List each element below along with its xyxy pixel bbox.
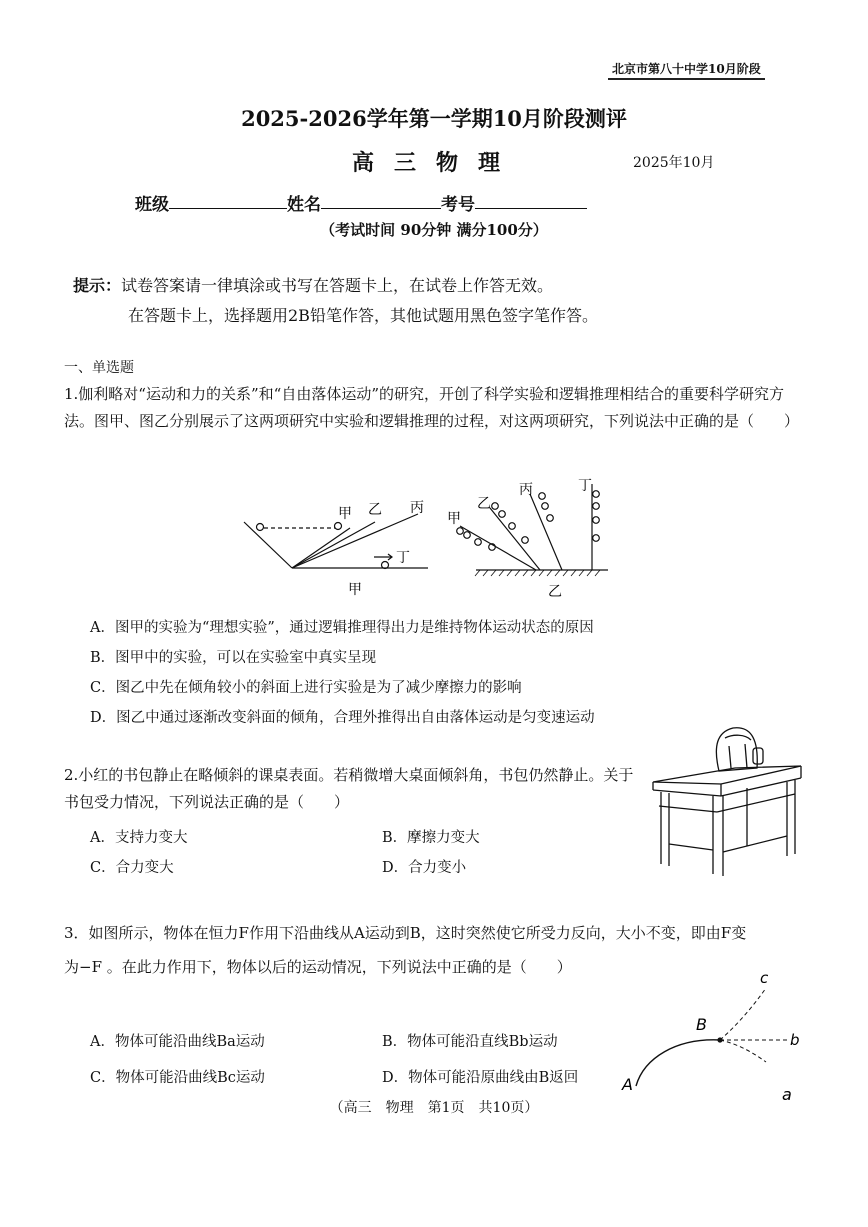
right-caption: 乙: [548, 584, 562, 600]
left-label-jia: 甲: [338, 506, 352, 522]
q2-option-c[interactable]: C．合力变大: [90, 860, 174, 876]
right-label-bing: 丙: [519, 482, 533, 498]
left-label-yi: 乙: [368, 502, 382, 518]
q1-figure: [240, 478, 610, 606]
notice: [73, 271, 598, 331]
q3-option-b[interactable]: B．物体可能沿直线Bb运动: [382, 1034, 558, 1050]
point-b-label: B: [696, 1015, 707, 1034]
name-field[interactable]: [321, 190, 441, 209]
notice-line-1: 试卷答案请一律填涂或书写在答题卡上，在试卷上作答无效。: [121, 276, 554, 295]
name-label: 姓名: [287, 195, 321, 215]
right-label-ding: 丁: [578, 478, 592, 494]
q3-option-d[interactable]: D．物体可能沿原曲线由B返回: [382, 1070, 579, 1086]
student-info-fields: [135, 190, 587, 215]
q3-option-a[interactable]: A．物体可能沿曲线Ba运动: [90, 1034, 265, 1050]
left-caption: 甲: [348, 582, 362, 598]
q1-option-d[interactable]: D．图乙中通过逐渐改变斜面的倾角，合理外推得出自由落体运动是匀变速运动: [90, 710, 595, 726]
q3-curve-figure: [612, 960, 812, 1110]
q1-option-a[interactable]: A．图甲的实验为“理想实验”，通过逻辑推理得出力是维持物体运动状态的原因: [90, 620, 594, 636]
path-a-label: a: [782, 1085, 792, 1104]
q2-option-a[interactable]: A．支持力变大: [90, 830, 188, 846]
exam-info: （考试时间 90分钟 满分100分）: [320, 221, 548, 239]
question-3-line-2: 为−F 。在此力作用下，物体以后的运动情况，下列说法中正确的是（ ）: [64, 958, 572, 976]
path-b-label: b: [790, 1031, 800, 1049]
exam-date: 2025年10月: [633, 155, 715, 171]
question-2-text: 2.小红的书包静止在略倾斜的课桌表面。若稍微增大桌面倾斜角，书包仍然静止。关于书包受力情况，下列说法正确的是（ ）: [64, 766, 634, 811]
subject-title: 高三物理: [352, 150, 521, 176]
q2-option-b[interactable]: B．摩擦力变大: [382, 830, 480, 846]
class-field[interactable]: [169, 190, 287, 209]
q1-option-b[interactable]: B．图甲中的实验，可以在实验室中真实呈现: [90, 650, 377, 666]
page-footer: （高三 物理 第1页 共10页）: [329, 1100, 539, 1116]
right-label-jia: 甲: [447, 511, 461, 527]
id-label: 考号: [441, 195, 475, 215]
path-c-label: c: [760, 969, 769, 987]
q2-option-d[interactable]: D．合力变小: [382, 860, 467, 876]
class-label: 班级: [135, 195, 169, 215]
point-a-label: A: [622, 1075, 633, 1094]
question-1-text: 1.伽利略对“运动和力的关系”和“自由落体运动”的研究，开创了科学实验和逻辑推理相结合的重要科学研究方法。图甲、图乙分别展示了这两项研究中实验和逻辑推理的过程，对这两项研究，下列说法中正确的是（ ）: [64, 385, 800, 430]
school-stamp: 北京市第八十中学10月阶段: [608, 60, 765, 80]
desk-backpack-figure: [647, 716, 807, 880]
notice-line-2: 在答题卡上，选择题用2B铅笔作答，其他试题用黑色签字笔作答。: [128, 306, 598, 325]
q1-option-c[interactable]: C．图乙中先在倾角较小的斜面上进行实验是为了减少摩擦力的影响: [90, 680, 522, 696]
question-3-line-1: 3．如图所示，物体在恒力F作用下沿曲线从A运动到B，这时突然使它所受力反向，大小不变，即由F变: [64, 924, 747, 942]
section-title: 一、单选题: [64, 360, 134, 376]
q3-option-c[interactable]: C．物体可能沿曲线Bc运动: [90, 1070, 265, 1086]
left-label-ding: 丁: [396, 550, 410, 566]
left-label-bing: 丙: [410, 500, 424, 516]
notice-label: 提示：: [73, 276, 122, 295]
exam-title: 2025-2026学年第一学期10月阶段测评: [241, 106, 627, 131]
id-field[interactable]: [475, 190, 587, 209]
right-label-yi: 乙: [477, 496, 491, 512]
